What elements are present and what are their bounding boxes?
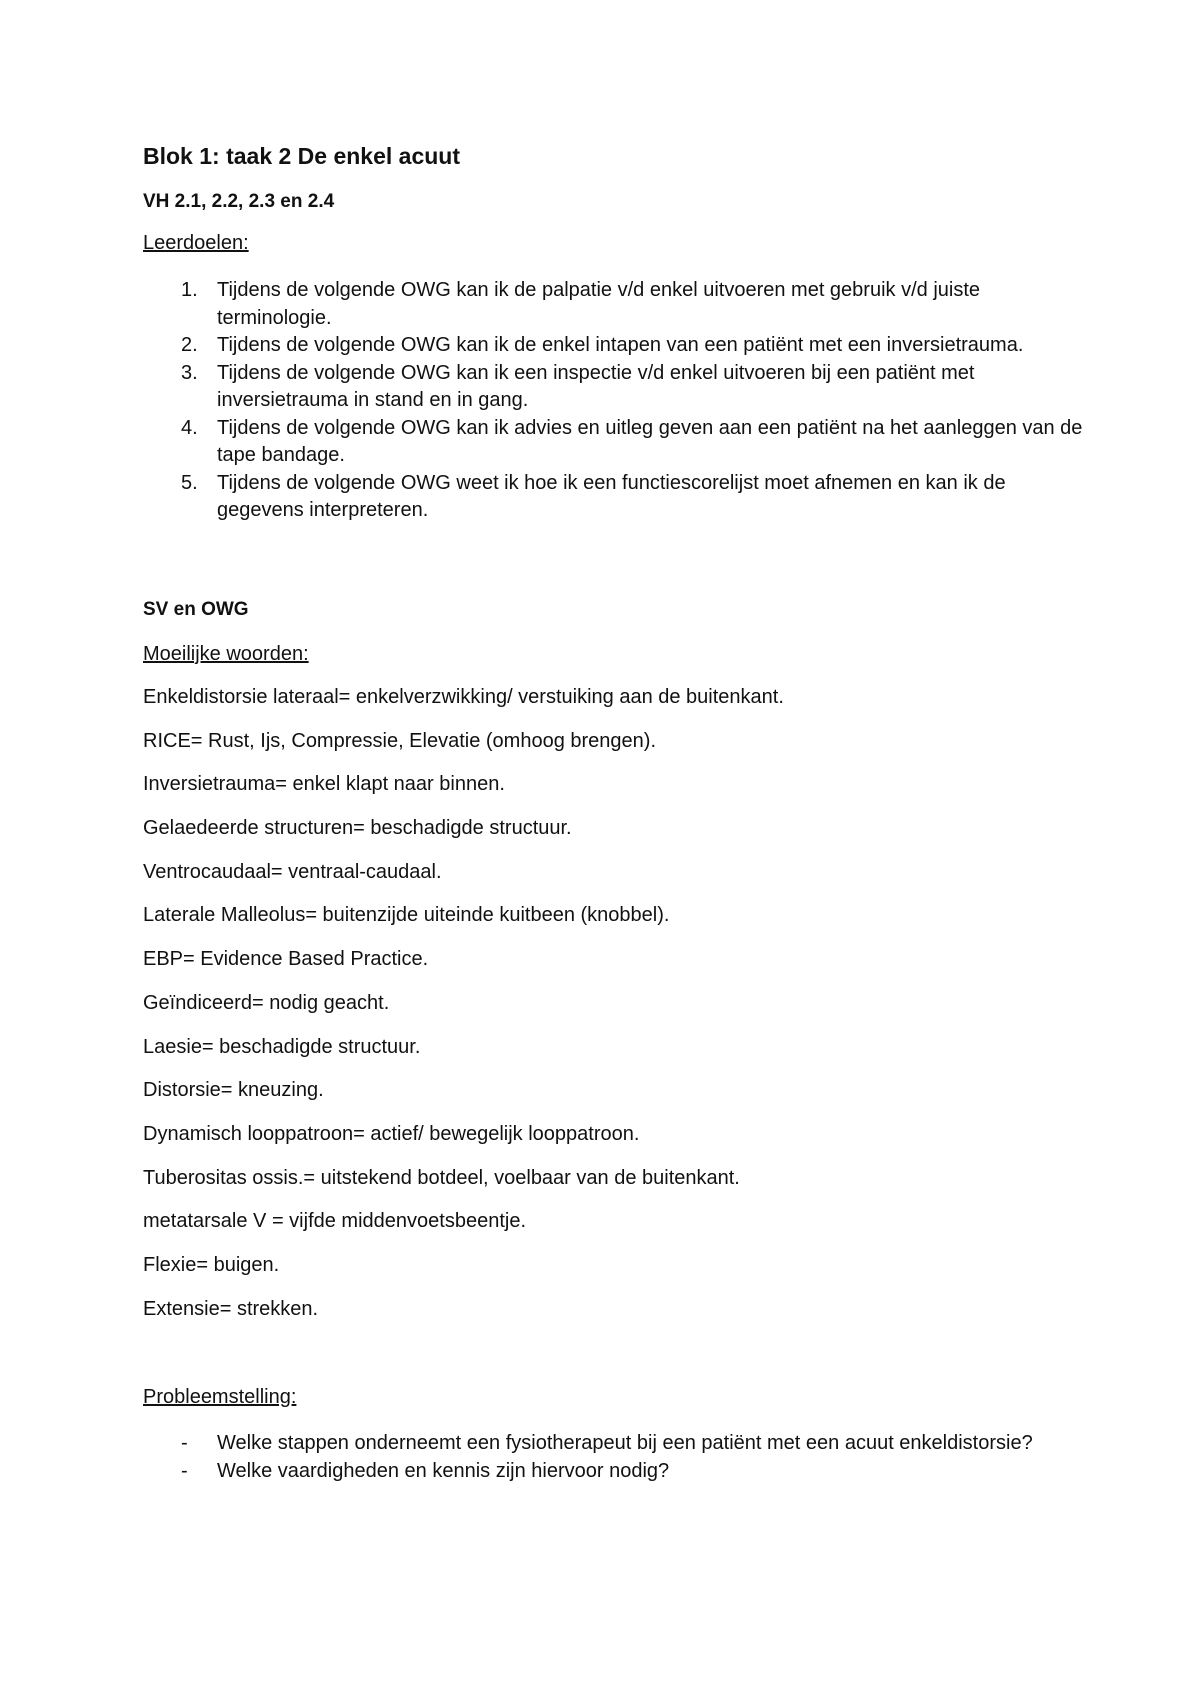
term-item: Enkeldistorsie lateraal= enkelverzwikking/ verstuiking aan de buitenkant. <box>143 686 784 708</box>
list-text: Tijdens de volgende OWG kan ik de enkel intapen van een patiënt met een inversietrauma. <box>217 334 1024 356</box>
term-item: Distorsie= kneuzing. <box>143 1079 324 1102</box>
term-item: Gelaedeerde structuren= beschadigde structuur. <box>143 817 572 840</box>
terms-label: Moeilijke woorden: <box>143 643 309 665</box>
section-heading: SV en OWG <box>143 599 249 620</box>
term-item: Dynamisch looppatroon= actief/ bewegelijk looppatroon. <box>143 1122 640 1145</box>
page-subtitle: VH 2.1, 2.2, 2.3 en 2.4 <box>143 191 335 212</box>
term-item: Laterale Malleolus= buitenzijde uiteinde kuitbeen (knobbel). <box>143 904 670 927</box>
problem-label: Probleemstelling: <box>143 1386 297 1408</box>
goals-label: Leerdoelen: <box>143 232 249 254</box>
list-text: Welke vaardigheden en kennis zijn hiervoor nodig? <box>217 1459 670 1482</box>
list-text: Welke stappen onderneemt een fysiotherapeut bij een patiënt met een acuut enkeldistorsie? <box>217 1432 1033 1454</box>
term-item: EBP= Evidence Based Practice. <box>143 948 429 971</box>
list-item <box>143 277 1093 332</box>
list-number: 5. <box>181 471 198 494</box>
list-item <box>143 332 1093 360</box>
list-item <box>143 415 1093 470</box>
list-text: Tijdens de volgende OWG kan ik advies en uitleg geven aan een patiënt na het aanleggen van de tape bandage. <box>217 416 1083 466</box>
goals-list <box>143 277 1093 525</box>
term-item: Flexie= buigen. <box>143 1253 280 1276</box>
term-item: Laesie= beschadigde structuur. <box>143 1035 421 1058</box>
list-dash: - <box>181 1459 188 1482</box>
term-item: Tuberositas ossis.= uitstekend botdeel, voelbaar van de buitenkant. <box>143 1166 740 1189</box>
list-text: Tijdens de volgende OWG kan ik de palpatie v/d enkel uitvoeren met gebruik v/d juiste terminologie. <box>217 279 981 329</box>
terms-list <box>143 684 784 1339</box>
list-item <box>143 360 1093 415</box>
list-number: 1. <box>181 279 198 301</box>
term-item: Geïndiceerd= nodig geacht. <box>143 991 390 1014</box>
term-item: Ventrocaudaal= ventraal-caudaal. <box>143 860 442 883</box>
term-item: metatarsale V = vijfde middenvoetsbeentje. <box>143 1210 526 1233</box>
list-number: 4. <box>181 416 198 439</box>
list-text: Tijdens de volgende OWG weet ik hoe ik een functiescorelijst moet afnemen en kan ik de gegevens interpreteren. <box>217 471 1006 521</box>
list-item <box>143 1458 1093 1486</box>
term-item: RICE= Rust, Ijs, Compressie, Elevatie (omhoog brengen). <box>143 729 656 752</box>
list-text: Tijdens de volgende OWG kan ik een inspectie v/d enkel uitvoeren bij een patiënt met inversietrauma in stand en in gang. <box>217 361 975 411</box>
list-number: 3. <box>181 361 198 384</box>
list-item <box>143 1430 1093 1458</box>
term-item: Extensie= strekken. <box>143 1297 319 1320</box>
page-title: Blok 1: taak 2 De enkel acuut <box>143 143 461 169</box>
list-number: 2. <box>181 334 198 356</box>
term-item: Inversietrauma= enkel klapt naar binnen. <box>143 773 505 796</box>
list-item <box>143 470 1093 525</box>
list-dash: - <box>181 1432 188 1454</box>
questions-list <box>143 1430 1093 1485</box>
